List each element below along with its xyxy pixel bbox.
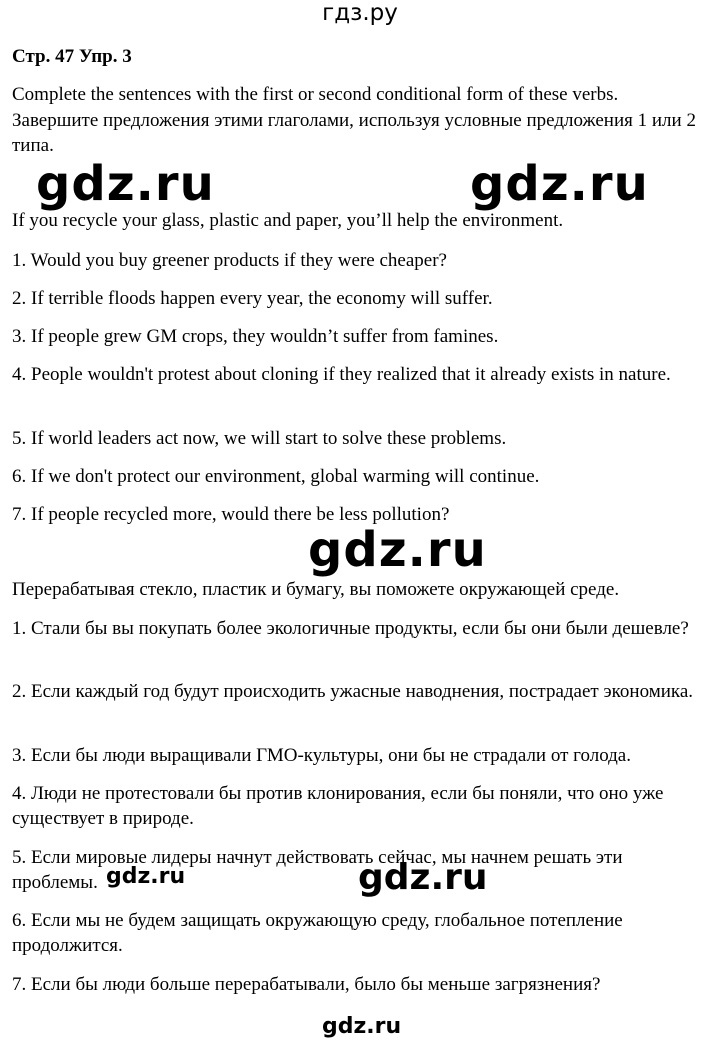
- russian-item: 4. Люди не протестовали бы против клонирования, если бы поняли, что оно уже существует в природе.: [12, 783, 664, 829]
- watermark: gdz.ru: [322, 1014, 402, 1039]
- english-item: 7. If people recycled more, would there be less pollution?: [12, 504, 450, 525]
- english-item: 3. If people grew GM crops, they wouldn’t suffer from famines.: [12, 326, 499, 347]
- site-header: гдз.ру: [322, 0, 398, 26]
- russian-item: 7. Если бы люди больше перерабатывали, было бы меньше загрязнения?: [12, 974, 601, 995]
- english-item: 4. People wouldn't protest about cloning if they realized that it already exists in nature.: [12, 364, 671, 385]
- english-item: 6. If we don't protect our environment, global warming will continue.: [12, 466, 540, 487]
- russian-example: Перерабатывая стекло, пластик и бумагу, вы поможете окружающей среде.: [12, 579, 620, 600]
- russian-item: 3. Если бы люди выращивали ГМО-культуры, они бы не страдали от голода.: [12, 745, 631, 766]
- english-item: 2. If terrible floods happen every year, the economy will suffer.: [12, 288, 493, 309]
- english-example: If you recycle your glass, plastic and paper, you’ll help the environment.: [12, 210, 564, 231]
- russian-item: 5. Если мировые лидеры начнут действовать сейчас, мы начнем решать эти проблемы.: [12, 847, 623, 893]
- english-item: 5. If world leaders act now, we will start to solve these problems.: [12, 428, 507, 449]
- task-title: Стр. 47 Упр. 3: [12, 46, 132, 67]
- instruction-en: Complete the sentences with the first or second conditional form of these verbs.: [12, 84, 619, 105]
- russian-item: 2. Если каждый год будут происходить ужасные наводнения, пострадает экономика.: [12, 681, 694, 702]
- russian-item: 1. Стали бы вы покупать более экологичные продукты, если бы они были дешевле?: [12, 618, 689, 639]
- watermark: gdz.ru: [358, 857, 488, 898]
- english-item: 1. Would you buy greener products if they were cheaper?: [12, 250, 447, 271]
- watermark: gdz.ru: [470, 156, 649, 212]
- watermark: gdz.ru: [36, 156, 215, 212]
- watermark: gdz.ru: [308, 522, 487, 578]
- instruction-ru: Завершите предложения этими глаголами, используя условные предложения 1 или 2 типа.: [12, 110, 696, 156]
- russian-item: 6. Если мы не будем защищать окружающую среду, глобальное потепление продолжится.: [12, 910, 623, 956]
- watermark: gdz.ru: [106, 864, 186, 889]
